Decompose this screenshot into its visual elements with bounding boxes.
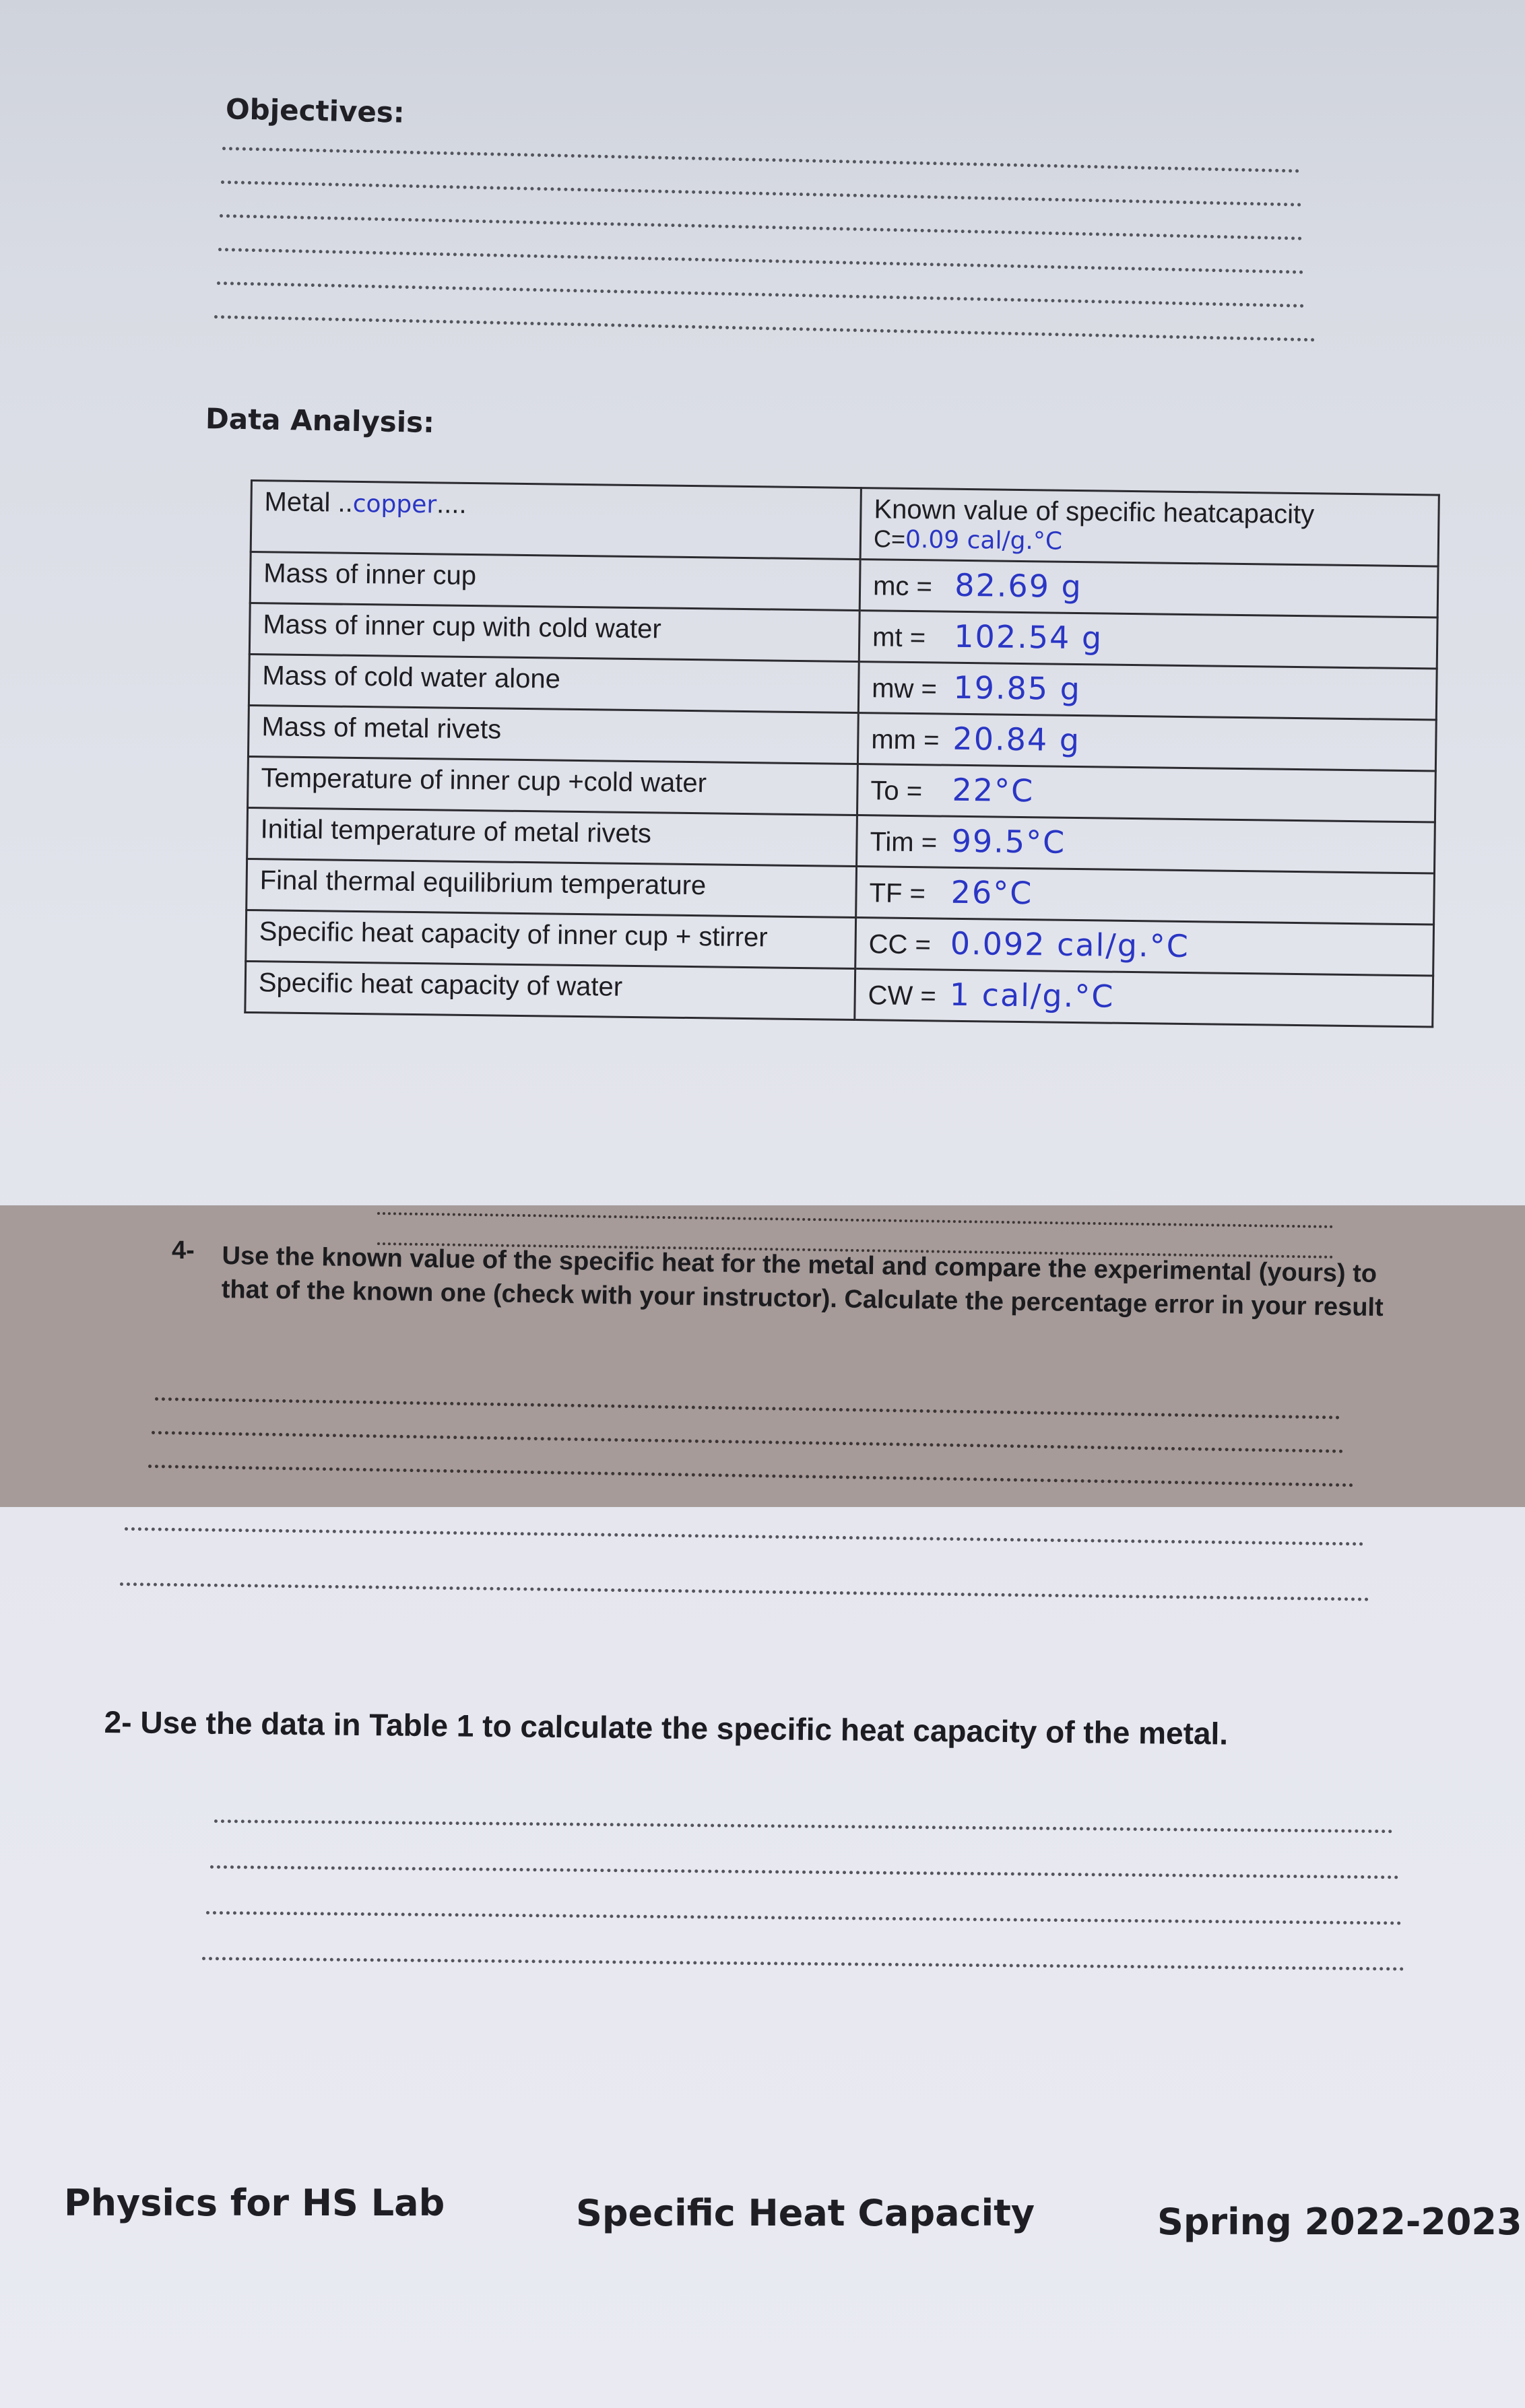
row-label: Mass of inner cup: [250, 552, 860, 611]
question2-text: 2- Use the data in Table 1 to calculate the specific heat capacity of the metal.: [104, 1704, 1229, 1751]
data-table: [244, 479, 1440, 1028]
row-label: Mass of metal rivets: [248, 705, 858, 764]
row-value-cell: [857, 764, 1435, 822]
footer-title: Specific Heat Capacity: [576, 2192, 1035, 2234]
row-handwritten-value: 82.69 g: [954, 566, 1083, 605]
row-label: Mass of inner cup with cold water: [249, 603, 859, 662]
objectives-line-2: [221, 180, 1302, 207]
known-value-cell: [860, 488, 1439, 566]
row-symbol: mc =: [872, 571, 933, 602]
row-symbol: TF =: [869, 878, 926, 909]
row-symbol: mw =: [872, 673, 938, 704]
answer-line: [120, 1582, 1369, 1601]
known-value-prefix: C=: [873, 525, 906, 553]
row-value-cell: [858, 662, 1437, 720]
row-handwritten-value: 20.84 g: [952, 720, 1081, 759]
row-value-cell: [857, 815, 1435, 873]
row-label: Temperature of inner cup +cold water: [248, 756, 858, 815]
row-label: Initial temperature of metal rivets: [247, 807, 857, 866]
row-symbol: mt =: [872, 622, 926, 653]
objectives-line-4: [218, 248, 1304, 274]
row-value-cell: [855, 918, 1434, 976]
row-value-cell: [859, 560, 1438, 617]
question4-text: Use the known value of the specific heat for the metal and compare the experimental (yours) to that of the known one (check with your instructor). Calculate the percentage error in your result: [221, 1241, 1384, 1323]
metal-cell: [251, 481, 861, 560]
footer-course: Physics for HS Lab: [64, 2182, 445, 2224]
row-symbol: To =: [870, 776, 923, 807]
objectives-line-5: [217, 281, 1305, 308]
answer-line: [214, 1819, 1393, 1833]
known-value-handwritten: 0.09 cal/g.°C: [905, 525, 1063, 556]
row-label: Specific heat capacity of inner cup + stirrer: [246, 910, 856, 968]
row-handwritten-value: 99.5°C: [951, 822, 1066, 861]
row-handwritten-value: 19.85 g: [953, 669, 1082, 708]
row-handwritten-value: 22°C: [952, 771, 1035, 809]
row-value-cell: [855, 969, 1433, 1027]
metal-label-dots: ....: [436, 489, 467, 519]
footer-term: Spring 2022-2023: [1157, 2201, 1522, 2243]
row-label: Specific heat capacity of water: [245, 961, 855, 1019]
answer-line: [210, 1865, 1399, 1879]
row-symbol: mm =: [871, 725, 940, 756]
answer-line: [202, 1957, 1404, 1971]
row-handwritten-value: 1 cal/g.°C: [949, 976, 1115, 1015]
row-handwritten-value: 0.092 cal/g.°C: [950, 925, 1190, 965]
row-symbol: CW =: [868, 980, 937, 1011]
data-analysis-heading: Data Analysis:: [205, 402, 435, 439]
row-value-cell: [857, 713, 1436, 771]
objectives-heading: Objectives:: [225, 92, 405, 129]
answer-line: [125, 1527, 1364, 1545]
metal-handwritten: copper: [352, 490, 437, 519]
objectives-line-3: [220, 214, 1303, 240]
row-label: Final thermal equilibrium temperature: [247, 859, 857, 917]
answer-line: [206, 1911, 1402, 1925]
row-handwritten-value: 26°C: [950, 873, 1033, 912]
question4-number: 4-: [172, 1236, 195, 1265]
row-handwritten-value: 102.54 g: [954, 617, 1103, 657]
row-value-cell: [856, 867, 1435, 925]
row-label: Mass of cold water alone: [249, 654, 859, 712]
known-value-label: Known value of specific heatcapacity: [874, 494, 1315, 530]
objectives-line-6: [214, 315, 1316, 341]
objectives-line-1: [222, 147, 1300, 173]
row-value-cell: [859, 611, 1437, 669]
row-symbol: CC =: [868, 929, 932, 960]
row-symbol: Tim =: [870, 827, 938, 858]
metal-label: Metal ..: [264, 487, 354, 518]
